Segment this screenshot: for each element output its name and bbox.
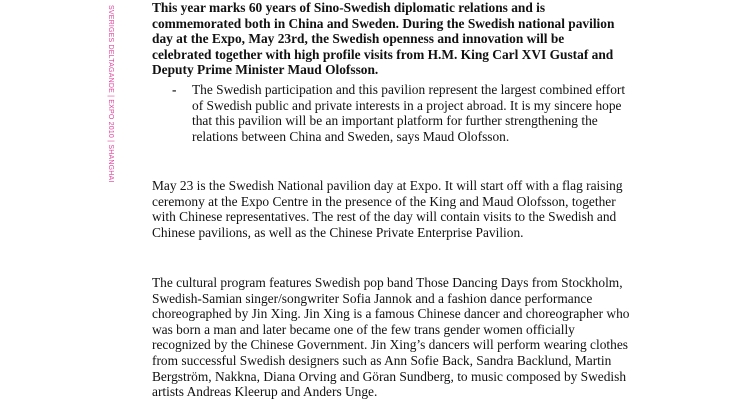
lead-paragraph: This year marks 60 years of Sino-Swedish diplomatic relations and is commemorated both in China and Sweden. During the Swedish national pavilion day at the Expo, May 23rd, the Swedish openness and innovation will be celebrated together with high profile visits from H.M. King Carl XVI Gustaf and Deputy Prime Minister Maud Olofsson.	[152, 0, 615, 78]
side-header-label: SVERIGES DELTAGANDE | EXPO 2010 | SHANGHAI	[107, 5, 114, 183]
quote-text: The Swedish participation and this pavilion represent the largest combined effort of Swedish public and private interests in a project abroad. It is my sincere hope that this pavilion will be an important platform for further strengthening the relations between China and Sweden, says Maud Olofsson.	[192, 82, 626, 144]
quote-dash-marker: -	[172, 82, 177, 97]
paragraph-pavilion-day: May 23 is the Swedish National pavilion day at Expo. It will start off with a flag raising ceremony at the Expo Centre in the presence of the King and Maud Olofsson, together with Chinese representatives. The rest of the day will contain visits to the Swedish and Chinese pavilions, as well as the Chinese Private Enterprise Pavilion.	[152, 178, 623, 240]
paragraph-cultural-program: The cultural program features Swedish pop band Those Dancing Days from Stockholm, Swedish-Samian singer/songwriter Sofia Jannok and a fashion dance performance choreographed by Jin Xing. Jin Xing is a famous Chinese dancer and choreographer who was born a man and later became one of the few trans gender women officially recognized by the Chinese Government. Jin Xing’s dancers will perform wearing clothes from successful Swedish designers such as Ann Sofie Back, Sandra Backlund, Martin Bergström, Nakkna, Diana Orving and Göran Sundberg, to music composed by Swedish artists Andreas Kleerup and Anders Unge.	[152, 275, 630, 400]
document-body	[152, 0, 632, 400]
